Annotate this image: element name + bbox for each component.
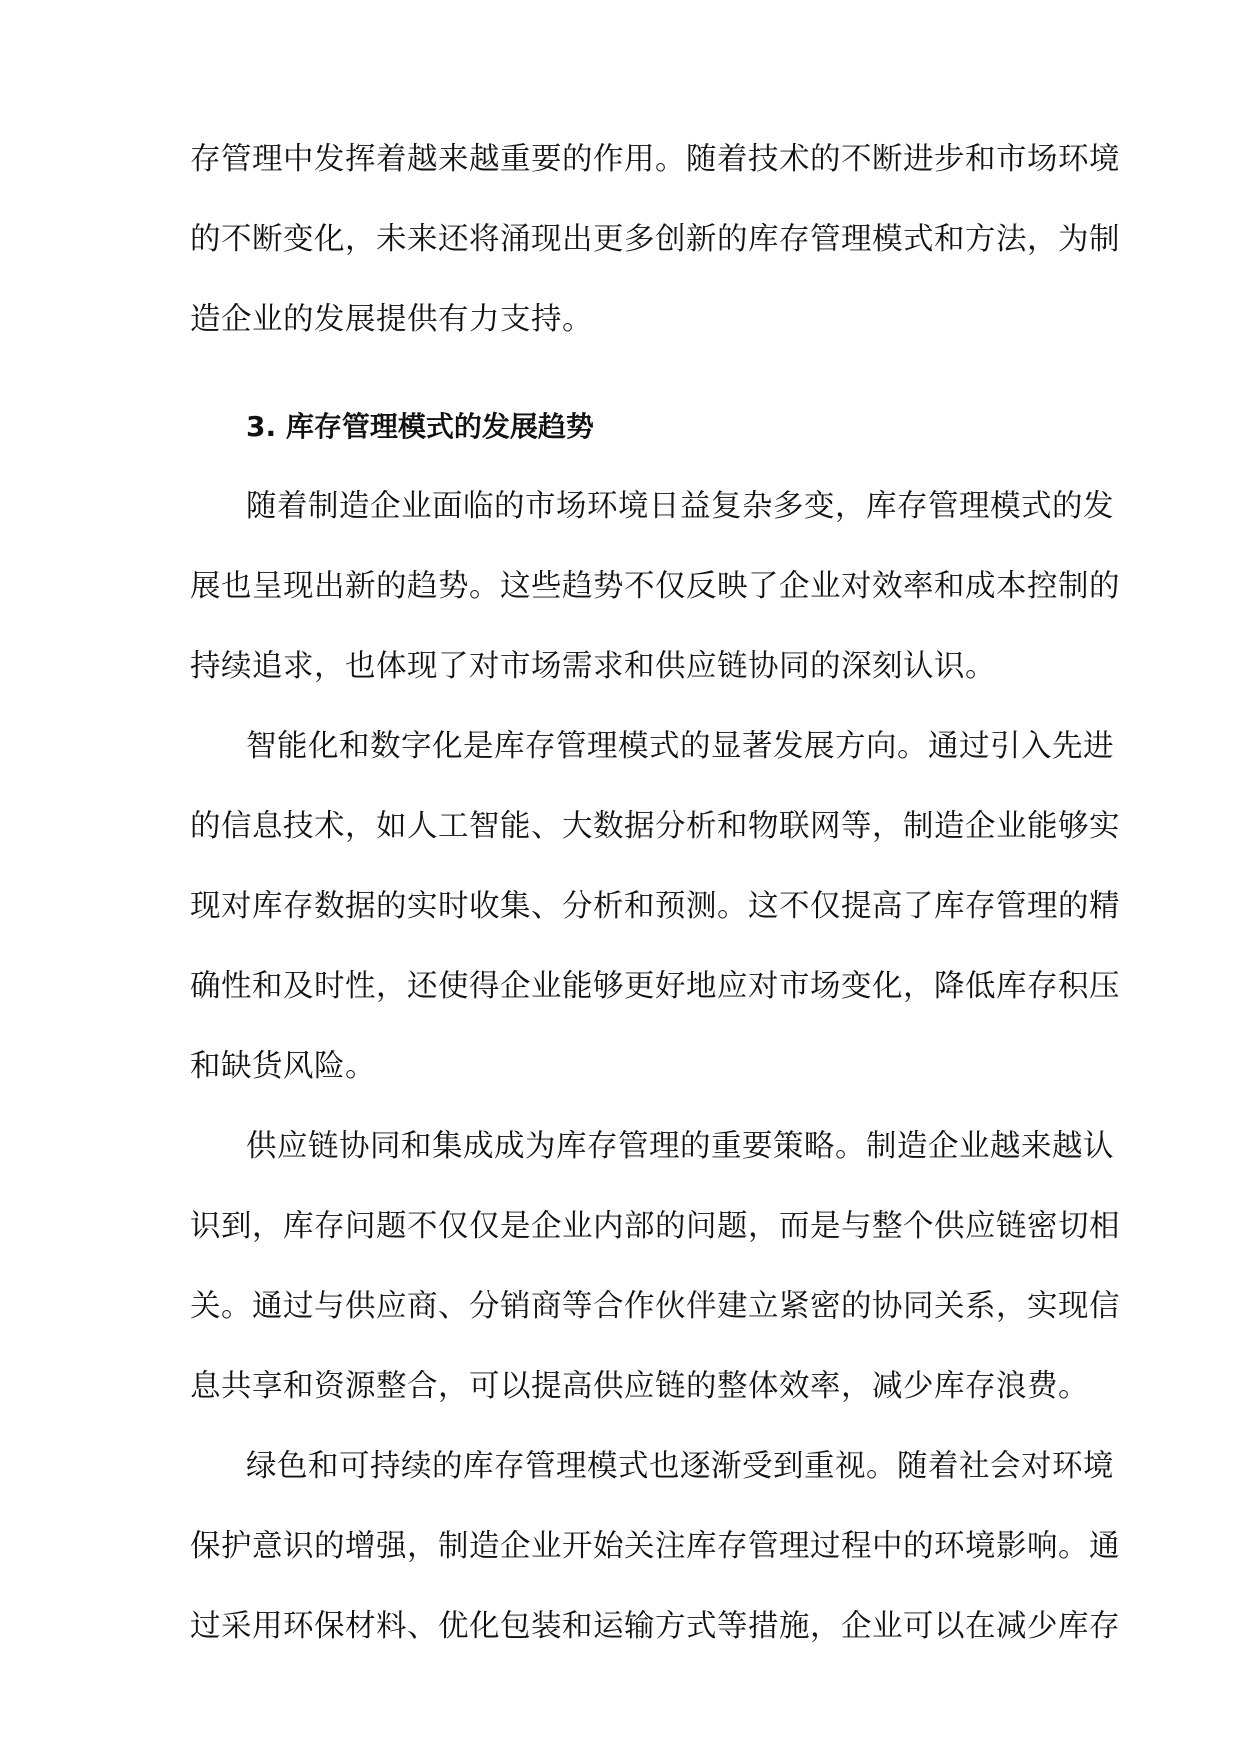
intro-line-2: 的不断变化，未来还将涌现出更多创新的库存管理模式和方法，为制 <box>190 222 1120 257</box>
para1-line-2: 展也呈现出新的趋势。这些趋势不仅反映了企业对效率和成本控制的 <box>190 569 1120 604</box>
intro-line-3: 造企业的发展提供有力支持。 <box>190 302 593 337</box>
para4-line-2: 保护意识的增强，制造企业开始关注库存管理过程中的环境影响。通 <box>190 1529 1120 1564</box>
para1-line-1: 随着制造企业面临的市场环境日益复杂多变，库存管理模式的发 <box>246 489 1114 524</box>
para3-line-2: 识到，库存问题不仅仅是企业内部的问题，而是与整个供应链密切相 <box>190 1209 1120 1244</box>
para2-line-3: 现对库存数据的实时收集、分析和预测。这不仅提高了库存管理的精 <box>190 889 1120 924</box>
para4-line-3: 过采用环保材料、优化包装和运输方式等措施，企业可以在减少库存 <box>190 1609 1120 1644</box>
section-heading: 3. 库存管理模式的发展趋势 <box>246 410 594 443</box>
para3-line-3: 关。通过与供应商、分销商等合作伙伴建立紧密的协同关系，实现信 <box>190 1289 1120 1324</box>
para3-line-1: 供应链协同和集成成为库存管理的重要策略。制造企业越来越认 <box>246 1129 1114 1164</box>
para4-line-1: 绿色和可持续的库存管理模式也逐渐受到重视。随着社会对环境 <box>246 1449 1114 1484</box>
para3-line-4: 息共享和资源整合，可以提高供应链的整体效率，减少库存浪费。 <box>190 1369 1089 1404</box>
intro-line-1: 存管理中发挥着越来越重要的作用。随着技术的不断进步和市场环境 <box>190 142 1120 177</box>
para2-line-5: 和缺货风险。 <box>190 1049 376 1084</box>
para2-line-4: 确性和及时性，还使得企业能够更好地应对市场变化，降低库存积压 <box>190 969 1120 1004</box>
para2-line-2: 的信息技术，如人工智能、大数据分析和物联网等，制造企业能够实 <box>190 809 1120 844</box>
para2-line-1: 智能化和数字化是库存管理模式的显著发展方向。通过引入先进 <box>246 729 1114 764</box>
para1-line-3: 持续追求，也体现了对市场需求和供应链协同的深刻认识。 <box>190 649 996 684</box>
